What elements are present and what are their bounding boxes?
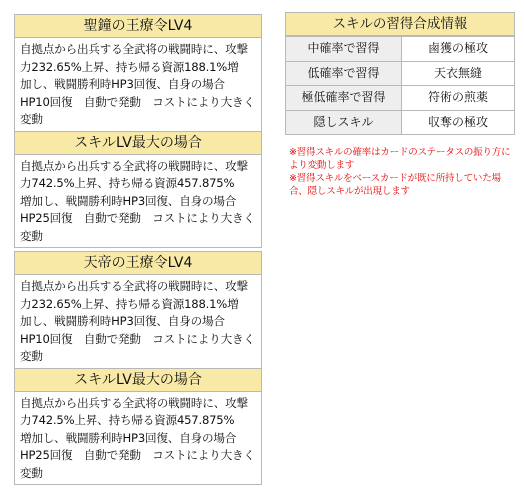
- skill-title: 天帝の王療令LV4: [15, 252, 261, 275]
- synthesis-row-label: 極低確率で習得: [286, 86, 402, 110]
- skill-title: 聖鐘の王療令LV4: [15, 15, 261, 38]
- skill-description: 自拠点から出兵する全武将の戦闘時に、攻撃 力232.65%上昇、持ち帰る資源188.1%増 加し、戦闘勝利時HP3回復、自身の場合 HP10回復 自動で発動 コストにより大きく変動: [15, 38, 261, 132]
- synthesis-info-title: スキルの習得合成情報: [286, 13, 514, 36]
- skill-max-title: スキルLV最大の場合: [15, 132, 261, 155]
- skill-max-description: 自拠点から出兵する全武将の戦闘時に、攻撃 力742.5%上昇、持ち帰る資源457.875% 増加し、戦闘勝利時HP3回復、自身の場合 HP25回復 自動で発動 コストにより大きく変動: [20, 395, 255, 480]
- synthesis-row-value: 符術の煎薬: [427, 90, 488, 104]
- skill-max-description: 自拠点から出兵する全武将の戦闘時に、攻撃 力742.5%上昇、持ち帰る資源457.875% 増加し、戦闘勝利時HP3回復、自身の場合 HP25回復 自動で発動 コストにより大きく変動: [20, 158, 255, 243]
- synthesis-row-label: 隠しスキル: [286, 111, 402, 135]
- skill-table-2: [14, 251, 262, 485]
- synthesis-notes: [289, 146, 519, 198]
- synthesis-row: [286, 36, 514, 61]
- synthesis-row: [286, 110, 514, 135]
- synthesis-info-table: [285, 12, 515, 135]
- synthesis-row-label: 中確率で習得: [286, 37, 402, 61]
- synthesis-row-value: 鹵獲の極攻: [427, 41, 488, 55]
- synthesis-row-label: 低確率で習得: [286, 62, 402, 86]
- note-hidden-skill: ※習得スキルをベースカードが既に所持していた場合、隠しスキルが出現します: [289, 173, 501, 197]
- skill-max-title: スキルLV最大の場合: [15, 369, 261, 392]
- synthesis-row-value: 収奪の極攻: [427, 114, 488, 129]
- skill-description: 自拠点から出兵する全武将の戦闘時に、攻撃 力232.65%上昇、持ち帰る資源188.1%増 加し、戦闘勝利時HP3回復、自身の場合 HP10回復 自動で発動 コストにより大きく変動: [15, 275, 261, 369]
- synthesis-row: [286, 61, 514, 86]
- synthesis-row-value: 天衣無縫: [433, 65, 482, 80]
- skill-table-1: [14, 14, 262, 248]
- synthesis-row: [286, 85, 514, 110]
- note-probability: ※習得スキルの確率はカードのステータスの振り方により変動します: [289, 147, 511, 171]
